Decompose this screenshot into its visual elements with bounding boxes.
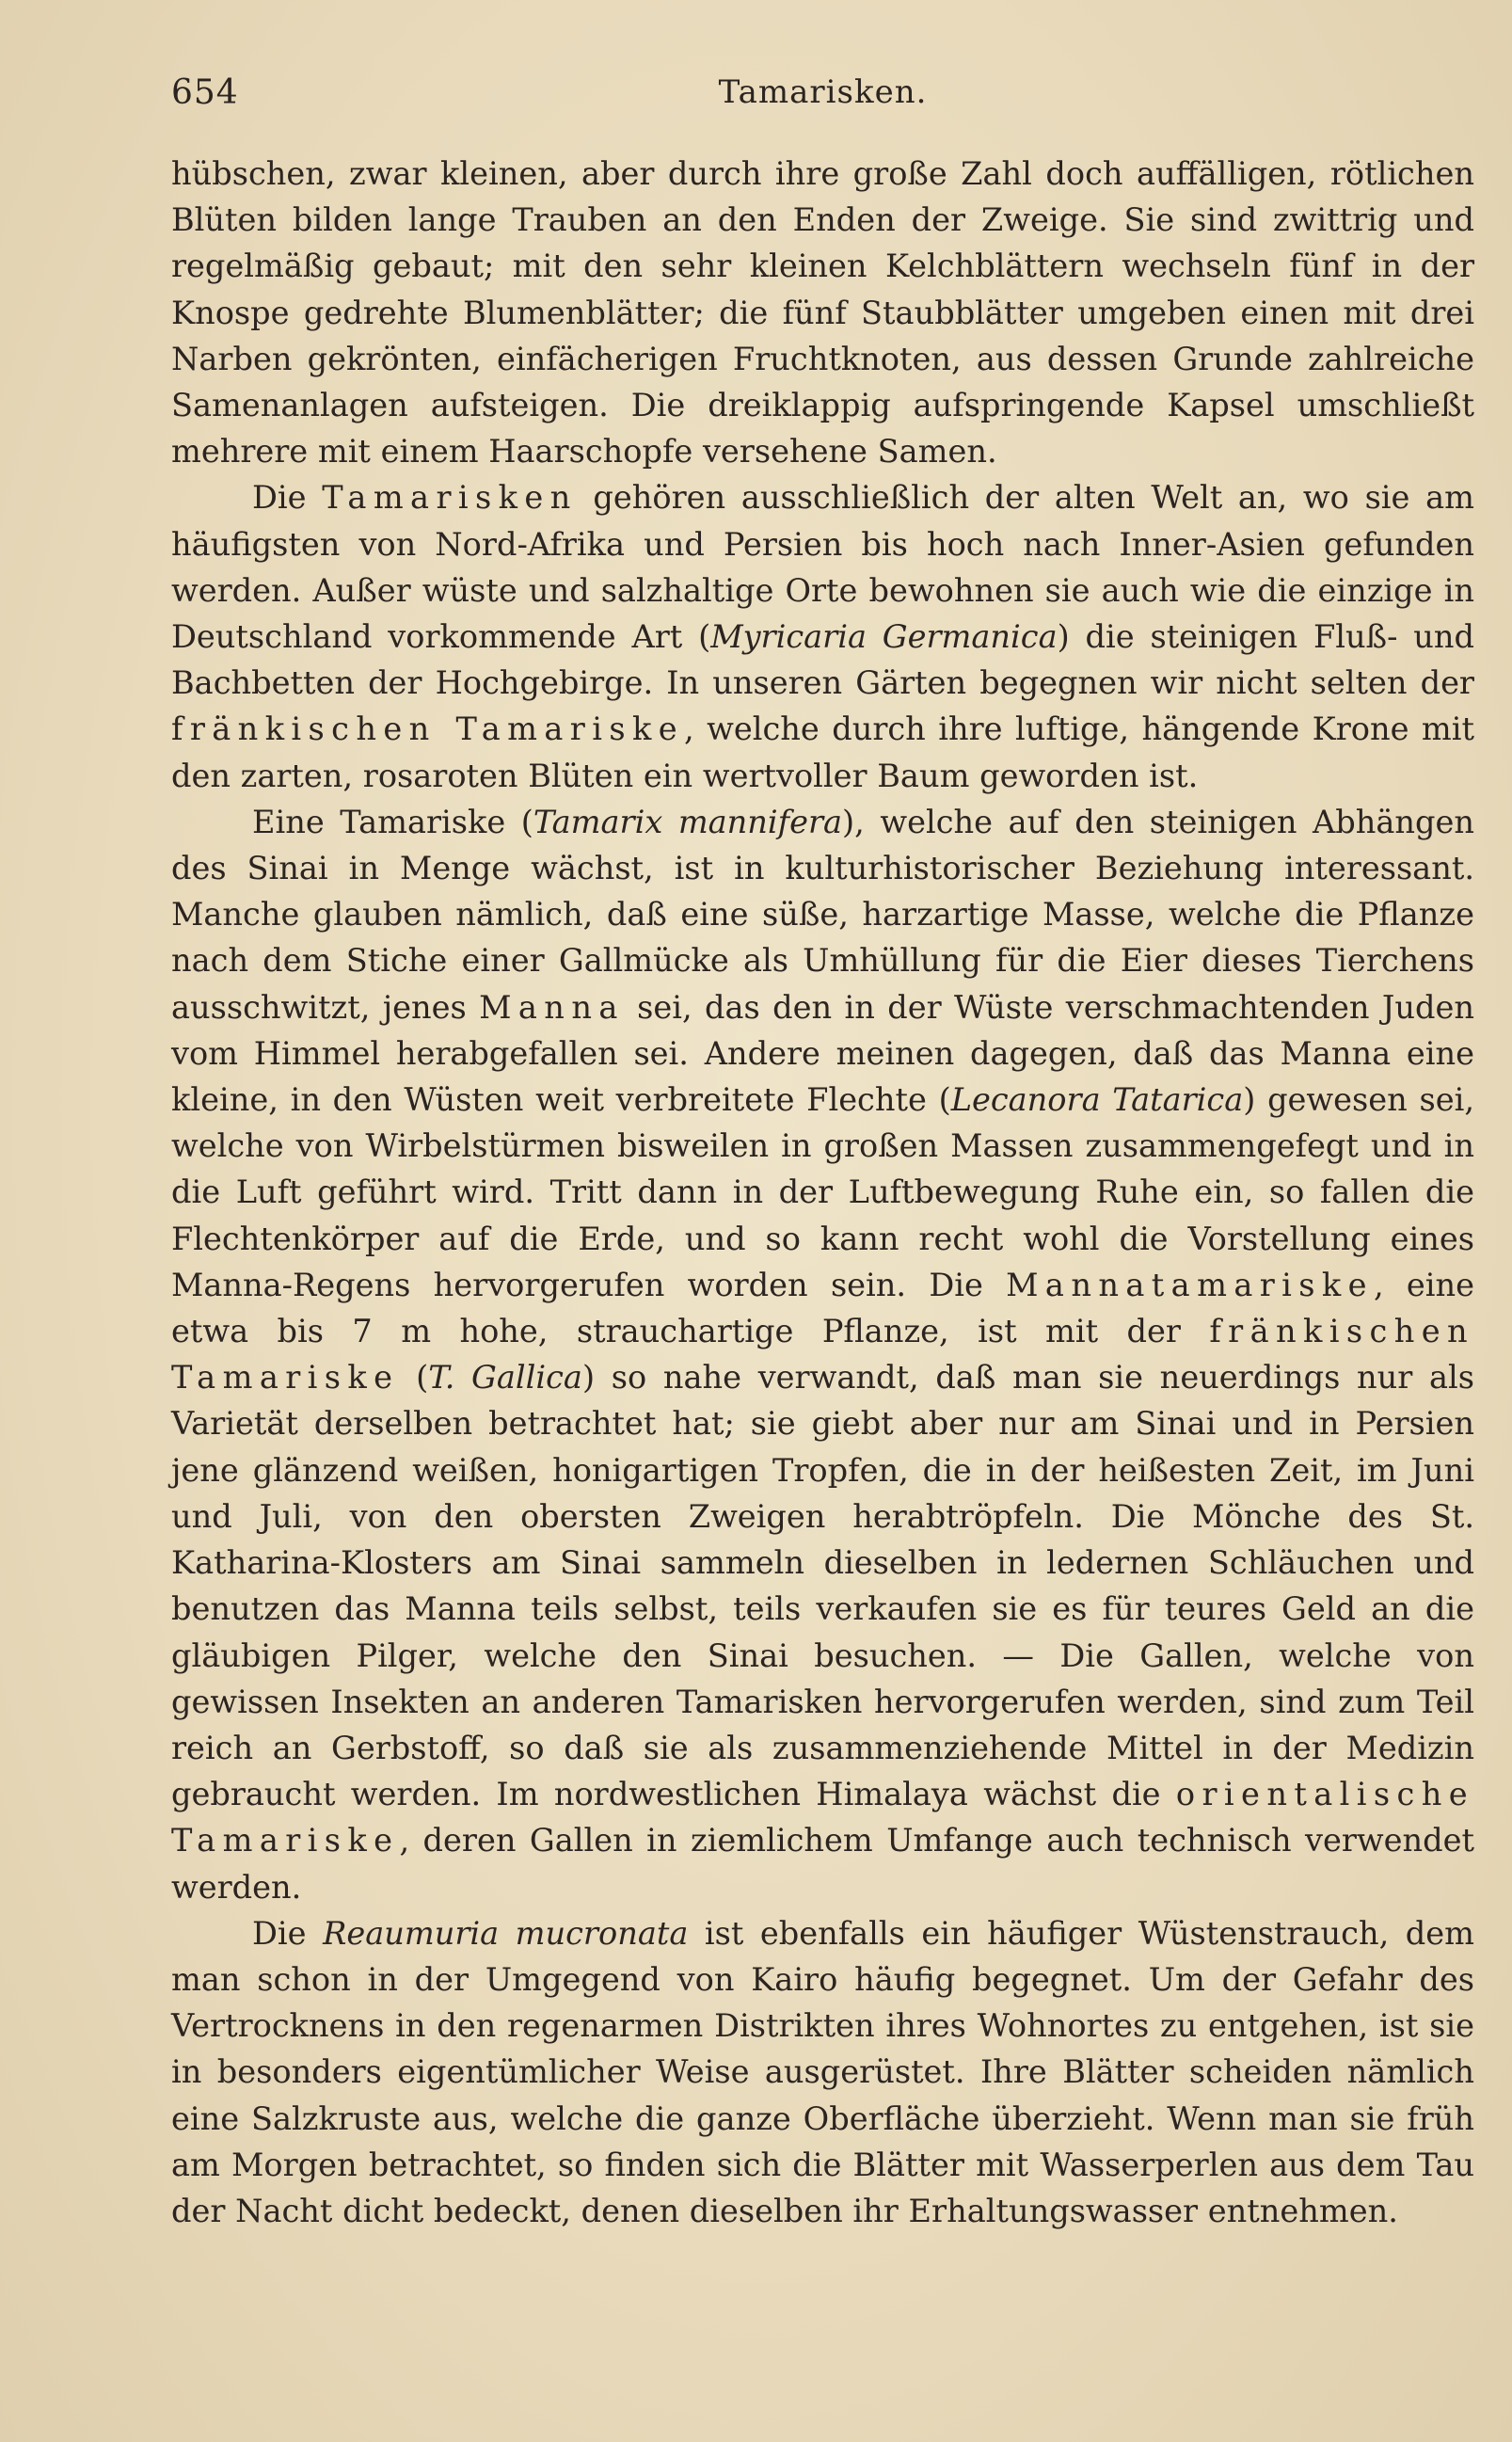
page-number: 654 [171, 73, 239, 112]
spaced-emphasis: Tamarisken [322, 479, 578, 517]
paragraph [171, 474, 1474, 798]
text-run: ), welche auf den steinigen Abhängen des Sinai in Menge wächst, ist in kulturhistorischer Beziehung interessant. Manche glauben nämlich, daß eine süße, harzartige Masse, welche die Pflanze nach dem Stiche einer Gallmücke als Umhüllung für die Eier dieses Tierchens ausschwitzt, jenes [171, 803, 1475, 1026]
spaced-emphasis: orientalische Tamariske [171, 1776, 1474, 1859]
italic-latin-name: Lecanora Tatarica [950, 1081, 1244, 1119]
text-run: Eine Tamariske ( [252, 803, 533, 840]
text-run: gehören ausschließlich der alten Welt an, wo sie am häufigsten von Nord-Afrika und Persien bis hoch nach Inner-Asien gefunden werden. Außer wüste und salzhaltige Orte bewohnen sie auch wie die einzige in Deutschland vorkommende Art ( [171, 479, 1474, 656]
text-run: ( [399, 1359, 429, 1397]
body-text [171, 151, 1474, 2234]
spaced-emphasis: fränkischen Tamariske [171, 710, 684, 748]
text-run: , welche durch ihre luftige, hängende Krone mit den zarten, rosaroten Blüten ein wertvoller Baum geworden ist. [171, 710, 1474, 794]
paragraph [171, 799, 1474, 1910]
text-run: hübschen, zwar kleinen, aber durch ihre große Zahl doch auffälligen, rötlichen Blüten bilden lange Trauben an den Enden der Zweige. Sie sind zwittrig und regelmäßig gebaut; mit den sehr kleinen Kelchblättern wechseln fünf in der Knospe gedrehte Blumenblätter; die fünf Staubblätter umgeben einen mit drei Narben gekrönten, einfächerigen Fruchtknoten, aus dessen Grunde zahlreiche Samenanlagen aufsteigen. Die dreiklappig aufspringende Kapsel umschließt mehrere mit einem Haarschopfe versehene Samen. [171, 155, 1474, 471]
italic-latin-name: Tamarix mannifera [533, 803, 843, 840]
running-title: Tamarisken. [718, 73, 928, 111]
text-run: ) die steinigen Fluß- und Bachbetten der Hochgebirge. In unseren Gärten begegnen wir nicht selten der [171, 618, 1474, 702]
text-run: Die [252, 1914, 324, 1952]
text-run: Die [252, 479, 323, 517]
italic-latin-name: Myricaria Germanica [710, 618, 1058, 656]
text-run: sei, das den in der Wüste verschmachtenden Juden vom Himmel herabgefallen sei. Andere meinen dagegen, daß das Manna eine kleine, in den Wüsten weit verbreitete Flechte ( [171, 988, 1474, 1119]
italic-latin-name: Reaumuria mucronata [323, 1914, 689, 1952]
spaced-emphasis: Mannatamariske [1006, 1266, 1374, 1303]
paragraph [171, 1910, 1474, 2234]
page-header [171, 68, 1474, 120]
text-run: , eine etwa bis 7 m hohe, strauchartige Pflanze, ist mit der [171, 1266, 1474, 1350]
text-run: ist ebenfalls ein häufiger Wüstenstrauch, dem man schon in der Umgegend von Kairo häufig begegnet. Um der Gefahr des Vertrocknens in den regenarmen Distrikten ihres Wohnortes zu entgehen, ist sie in besonders eigentümlicher Weise ausgerüstet. Ihre Blätter scheiden nämlich eine Salzkruste aus, welche die ganze Oberfläche überzieht. Wenn man sie früh am Morgen betrachtet, so finden sich die Blätter mit Wasserperlen aus dem Tau der Nacht dicht bedeckt, denen dieselben ihr Erhaltungswasser entnehmen. [171, 1914, 1474, 2229]
text-run: ) so nahe verwandt, daß man sie neuerdings nur als Varietät derselben betrachtet hat; sie giebt aber nur am Sinai und in Persien jene glänzend weißen, honigartigen Tropfen, die in der heißesten Zeit, im Juni und Juli, von den obersten Zweigen herabtröpfeln. Die Mönche des St. Katharina-Klosters am Sinai sammeln dieselben in ledernen Schläuchen und benutzen das Manna teils selbst, teils verkaufen sie es für teures Geld an die gläubigen Pilger, welche den Sinai besuchen. — Die Gallen, welche von gewissen Insekten an anderen Tamarisken hervorgerufen werden, sind zum Teil reich an Gerbstoff, so daß sie als zusammenziehende Mittel in der Medizin gebraucht werden. Im nordwestlichen Himalaya wächst die [171, 1359, 1474, 1813]
paragraph [171, 151, 1474, 474]
spaced-emphasis: fränkischen Tamariske [171, 1313, 1474, 1397]
italic-latin-name: T. Gallica [428, 1359, 582, 1397]
text-run: ) gewesen sei, welche von Wirbelstürmen bisweilen in großen Massen zusammengefegt und in die Luft geführt wird. Tritt dann in der Luftbewegung Ruhe ein, so fallen die Flechtenkörper auf die Erde, und so kann recht wohl die Vorstellung eines Manna-Regens hervorgerufen worden sein. Die [171, 1081, 1475, 1303]
text-run: , deren Gallen in ziemlichem Umfange auch technisch verwendet werden. [171, 1822, 1474, 1906]
spaced-emphasis: Manna [479, 988, 625, 1026]
